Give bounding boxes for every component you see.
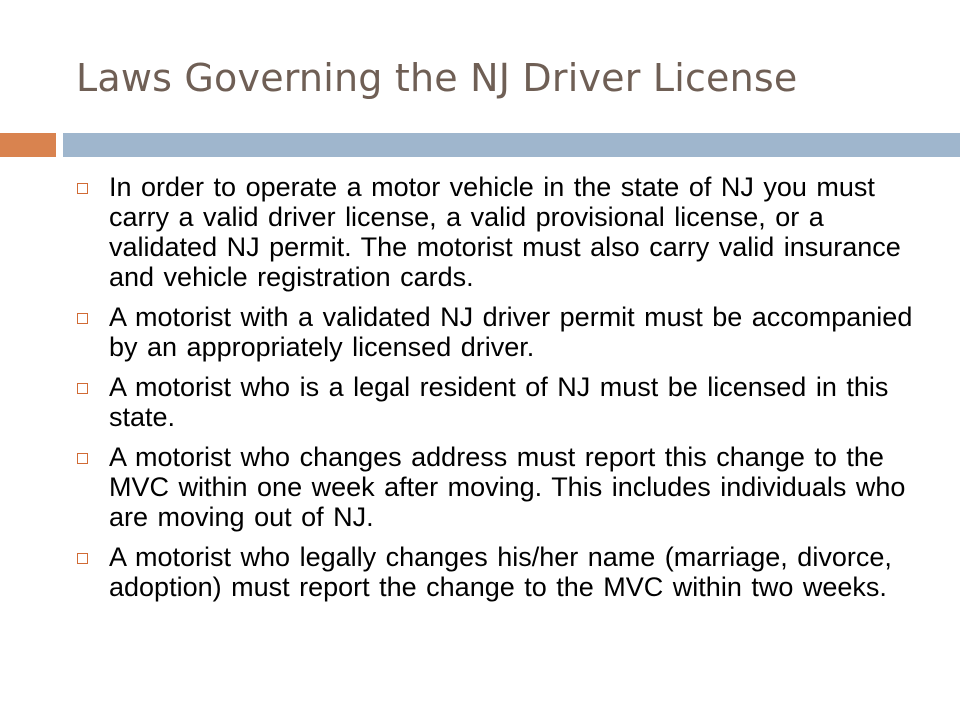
square-outline-icon bbox=[77, 313, 88, 324]
bullet-text: A motorist with a validated NJ driver permit must be accompanied by an appropriately licensed driver. bbox=[109, 302, 913, 362]
bullet-item bbox=[75, 542, 915, 602]
square-outline-icon bbox=[77, 383, 88, 394]
square-outline-icon bbox=[77, 453, 88, 464]
bullet-item bbox=[75, 302, 915, 362]
square-outline-icon bbox=[77, 183, 88, 194]
bullet-text: A motorist who legally changes his/her name (marriage, divorce, adoption) must report the change to the MVC within two weeks. bbox=[109, 542, 892, 602]
square-outline-icon bbox=[77, 553, 88, 564]
bullet-text: A motorist who changes address must report this change to the MVC within one week after moving. This includes individuals who are moving out of NJ. bbox=[109, 442, 906, 532]
bullet-item bbox=[75, 372, 915, 432]
bullet-text: A motorist who is a legal resident of NJ must be licensed in this state. bbox=[109, 372, 889, 432]
accent-bar-right bbox=[63, 133, 960, 157]
slide-title: Laws Governing the NJ Driver License bbox=[76, 56, 798, 100]
bullet-item bbox=[75, 442, 915, 532]
accent-bar-left bbox=[0, 133, 56, 157]
bullet-text: In order to operate a motor vehicle in the state of NJ you must carry a valid driver license, a valid provisional license, or a validated NJ permit. The motorist must also carry valid insurance and vehicle registration cards. bbox=[109, 172, 901, 292]
bullet-list bbox=[75, 172, 915, 602]
bullet-item bbox=[75, 172, 915, 292]
